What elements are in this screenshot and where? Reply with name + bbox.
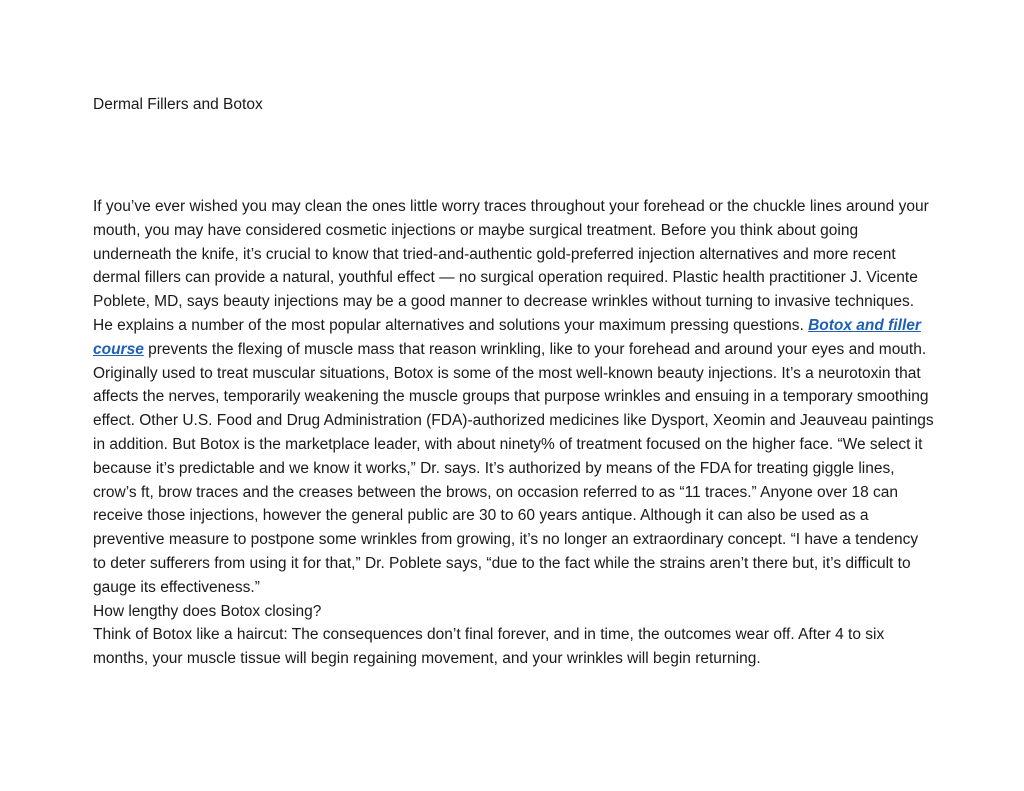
botox-filler-course-link[interactable]: Botox and filler course [93, 316, 921, 358]
question-heading: How lengthy does Botox closing? [93, 602, 322, 620]
document-title: Dermal Fillers and Botox [93, 96, 263, 113]
body-paragraph [93, 195, 935, 600]
paragraph-text-after-link: prevents the flexing of muscle mass that reason wrinkling, like to your forehead and around your eyes and mouth. Originally used to treat muscular situations, Botox is some of the most well-known beauty injections. It’s a neurotoxin that affects the nerves, temporarily weakening the muscle groups that purpose wrinkles and ensuing in a temporary smoothing effect. Other U.S. Food and Drug Administration (FDA)-authorized medicines like Dysport, Xeomin and Jeauveau paintings in addition. But Botox is the marketplace leader, with about ninety% of treatment focused on the higher face. “We select it because it’s predictable and we know it works,” Dr. says. It’s authorized by means of the FDA for treating giggle lines, crow’s ft, brow traces and the creases between the brows, on occasion referred to as “11 traces.” Anyone over 18 can receive those injections, however the general public are 30 to 60 years antique. Although it can also be used as a preventive measure to postpone some wrinkles from growing, it’s no longer an extraordinary concept. “I have a tendency to deter sufferers from using it for that,” Dr. Poblete says, “due to the fact while the strains aren’t there but, it’s difficult to gauge its effectiveness.” [93, 340, 934, 596]
answer-paragraph: Think of Botox like a haircut: The consequences don’t final forever, and in time, the outcomes wear off. After 4 to six months, your muscle tissue will begin regaining movement, and your wrinkles will begin returning. [93, 626, 885, 668]
document-body [93, 195, 935, 671]
paragraph-text-before-link: If you’ve ever wished you may clean the ones little worry traces throughout your forehead or the chuckle lines around your mouth, you may have considered cosmetic injections or maybe surgical treatment. Before you think about going underneath the knife, it’s crucial to know that tried-and-authentic gold-preferred injection alternatives and more recent dermal fillers can provide a natural, youthful effect — no surgical operation required. Plastic health practitioner J. Vicente Poblete, MD, says beauty injections may be a good manner to decrease wrinkles without turning to invasive techniques. He explains a number of the most popular alternatives and solutions your maximum pressing questions. [93, 198, 929, 334]
